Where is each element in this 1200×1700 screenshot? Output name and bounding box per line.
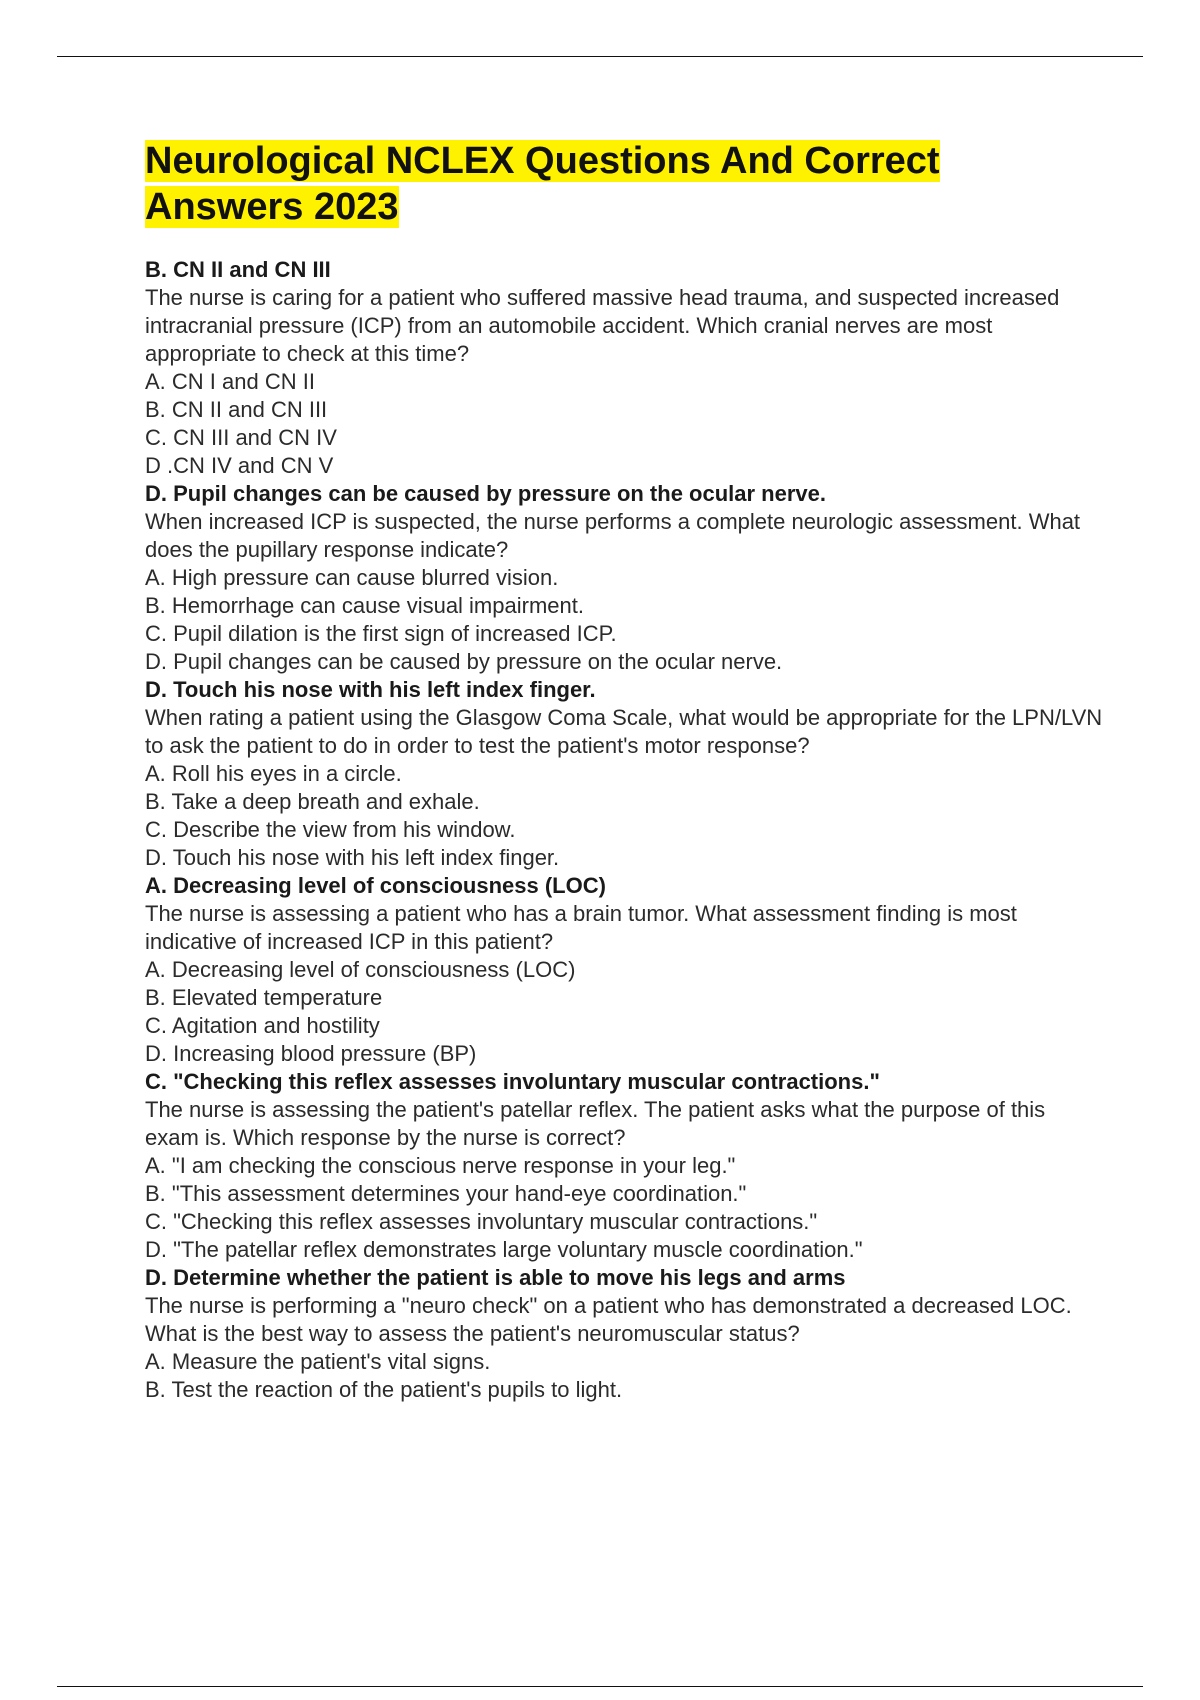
correct-answer: C. "Checking this reflex assesses involuntary muscular contractions." [145, 1069, 880, 1094]
correct-answer: D. Pupil changes can be caused by pressure on the ocular nerve. [145, 481, 827, 506]
correct-answer: B. CN II and CN III [145, 257, 331, 282]
answer-options [145, 956, 1105, 1068]
question-block [145, 480, 1105, 676]
header-rule [57, 56, 1143, 57]
document-title [145, 138, 1105, 230]
answer-option: A. Roll his eyes in a circle. [145, 761, 402, 786]
answer-option: D. Pupil changes can be caused by pressure on the ocular nerve. [145, 649, 783, 674]
answer-option: B. Take a deep breath and exhale. [145, 789, 480, 814]
answer-option: A. "I am checking the conscious nerve response in your leg." [145, 1153, 736, 1178]
answer-options [145, 1152, 1105, 1264]
answer-option: C. Agitation and hostility [145, 1013, 380, 1038]
answer-option: B. Test the reaction of the patient's pupils to light. [145, 1377, 623, 1402]
title-line-2: Answers 2023 [145, 186, 399, 228]
title-line-1: Neurological NCLEX Questions And Correct [145, 140, 940, 182]
document-body [145, 138, 1109, 1404]
answer-option: B. Elevated temperature [145, 985, 383, 1010]
question-prompt: The nurse is caring for a patient who suffered massive head trauma, and suspected increased intracranial pressure (ICP) from an automobile accident. Which cranial nerves are most appropriate to check at this time? [145, 285, 1066, 366]
correct-answer: A. Decreasing level of consciousness (LOC) [145, 873, 606, 898]
question-block [145, 872, 1105, 1068]
answer-option: A. Measure the patient's vital signs. [145, 1349, 491, 1374]
answer-option: D. Touch his nose with his left index finger. [145, 845, 560, 870]
answer-option: C. "Checking this reflex assesses involuntary muscular contractions." [145, 1209, 818, 1234]
question-prompt: When increased ICP is suspected, the nurse performs a complete neurologic assessment. What does the pupillary response indicate? [145, 509, 1087, 562]
answer-option: D. "The patellar reflex demonstrates large voluntary muscle coordination." [145, 1237, 863, 1262]
answer-option: D. Increasing blood pressure (BP) [145, 1041, 477, 1066]
question-block [145, 256, 1105, 480]
answer-options [145, 564, 1105, 676]
question-prompt: When rating a patient using the Glasgow Coma Scale, what would be appropriate for the LPN/LVN to ask the patient to do in order to test the patient's motor response? [145, 705, 1109, 758]
answer-option: B. "This assessment determines your hand-eye coordination." [145, 1181, 747, 1206]
answer-option: A. High pressure can cause blurred vision. [145, 565, 559, 590]
footer-rule [57, 1686, 1143, 1687]
answer-option: C. CN III and CN IV [145, 425, 337, 450]
answer-options [145, 368, 1105, 480]
question-block [145, 1264, 1105, 1404]
answer-option: B. Hemorrhage can cause visual impairment. [145, 593, 584, 618]
answer-option: A. Decreasing level of consciousness (LOC) [145, 957, 576, 982]
answer-options [145, 760, 1105, 872]
answer-option: A. CN I and CN II [145, 369, 315, 394]
answer-options [145, 1348, 1105, 1404]
question-prompt: The nurse is assessing a patient who has a brain tumor. What assessment finding is most indicative of increased ICP in this patient? [145, 901, 1023, 954]
question-block [145, 676, 1109, 872]
answer-option: C. Describe the view from his window. [145, 817, 516, 842]
question-block [145, 1068, 1105, 1264]
answer-option: D .CN IV and CN V [145, 453, 334, 478]
answer-option: C. Pupil dilation is the first sign of increased ICP. [145, 621, 617, 646]
correct-answer: D. Touch his nose with his left index finger. [145, 677, 596, 702]
question-prompt: The nurse is performing a "neuro check" on a patient who has demonstrated a decreased LOC. What is the best way to assess the patient's neuromuscular status? [145, 1293, 1078, 1346]
correct-answer: D. Determine whether the patient is able to move his legs and arms [145, 1265, 846, 1290]
answer-option: B. CN II and CN III [145, 397, 328, 422]
question-prompt: The nurse is assessing the patient's patellar reflex. The patient asks what the purpose of this exam is. Which response by the nurse is correct? [145, 1097, 1052, 1150]
